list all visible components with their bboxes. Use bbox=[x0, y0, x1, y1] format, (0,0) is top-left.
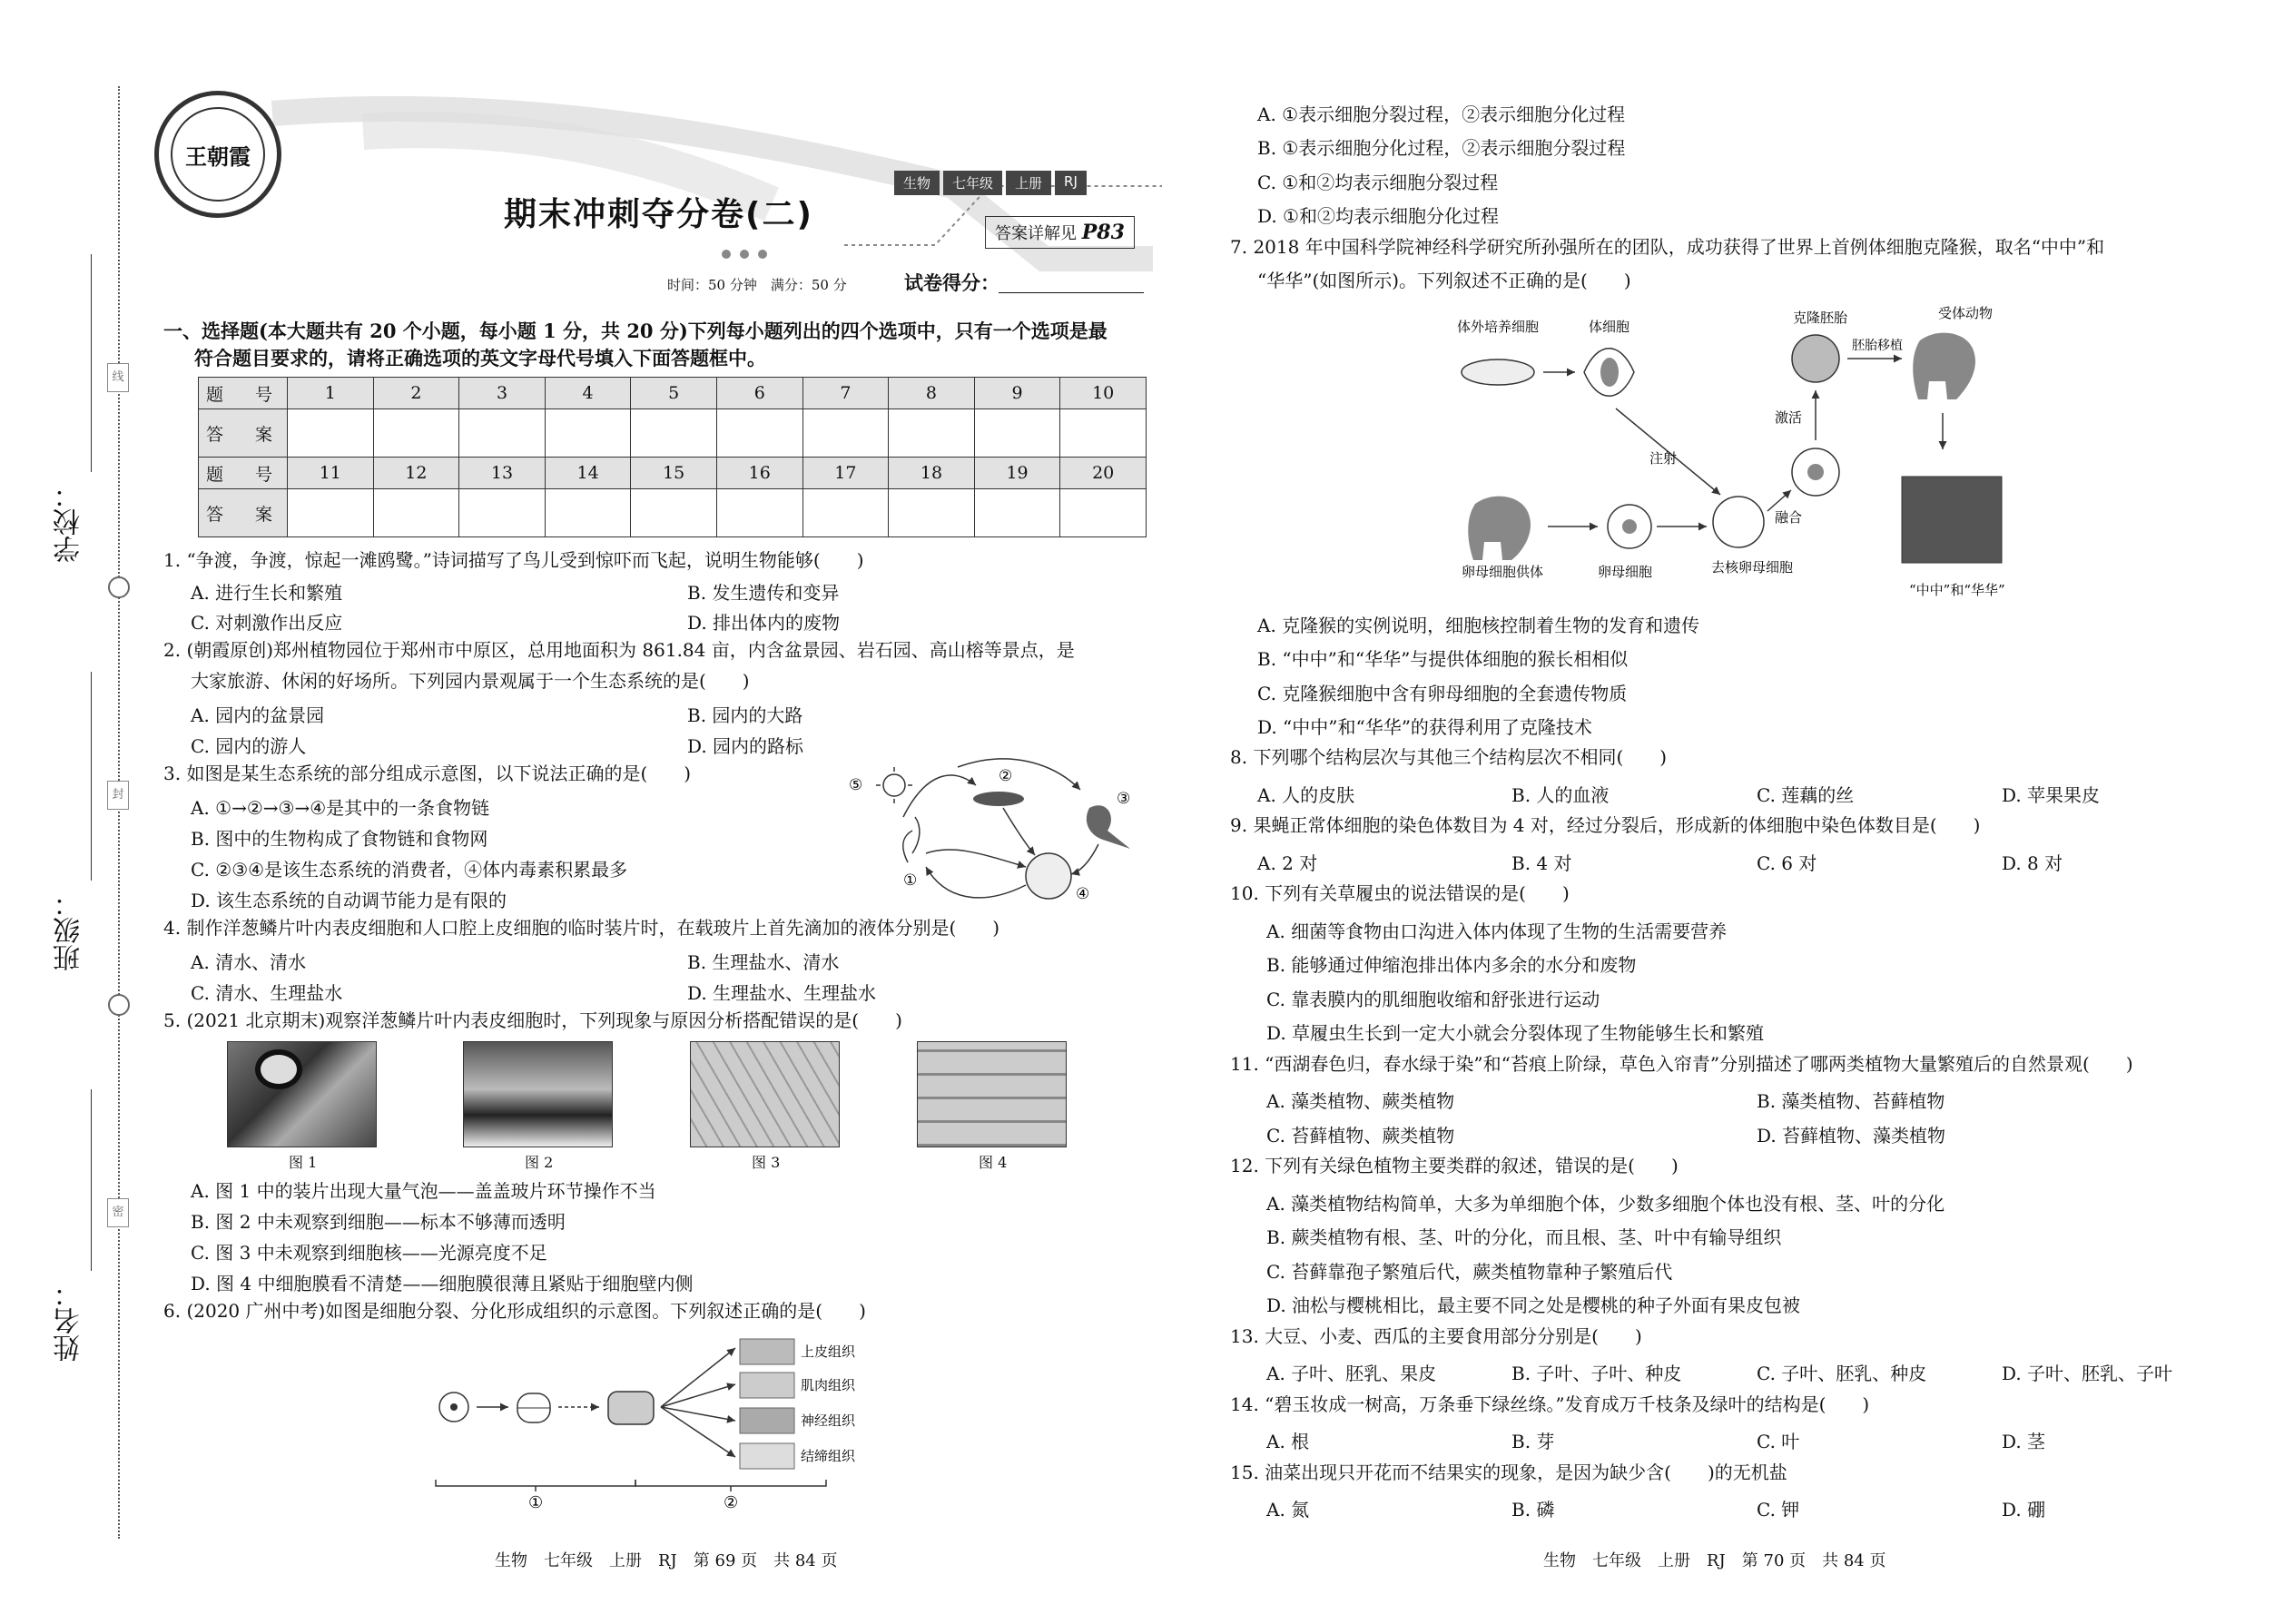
answer-cell[interactable] bbox=[716, 489, 802, 537]
q8-option-c[interactable]: C. 莲藕的丝 bbox=[1757, 784, 1855, 806]
q3-option-b[interactable]: B. 图中的生物构成了食物链和食物网 bbox=[191, 828, 488, 850]
fig-inject: 注射 bbox=[1649, 450, 1678, 467]
score-label: 试卷得分： bbox=[904, 271, 999, 294]
q13-stem: 13. 大豆、小麦、西瓜的主要食用部分分别是( ) bbox=[1230, 1325, 1642, 1347]
table-num: 3 bbox=[459, 378, 546, 409]
q4-option-d[interactable]: D. 生理盐水、生理盐水 bbox=[687, 982, 877, 1004]
fig-transfer: 胚胎移植 bbox=[1852, 339, 1903, 353]
table-num: 8 bbox=[889, 378, 975, 409]
answer-cell[interactable] bbox=[889, 489, 975, 537]
q4-option-b[interactable]: B. 生理盐水、清水 bbox=[687, 951, 840, 973]
page-title: 期末冲刺夺分卷(二) bbox=[504, 196, 813, 233]
binding-mark-seal: 封 bbox=[107, 781, 129, 810]
fig-donor: 卵母细胞供体 bbox=[1462, 564, 1544, 580]
q12-option-c[interactable]: C. 苔藓靠孢子繁殖后代，蕨类植物靠种子繁殖后代 bbox=[1266, 1261, 1673, 1283]
q1-stem: 1. “争渡，争渡，惊起一滩鸥鹭。”诗词描写了鸟儿受到惊吓而飞起，说明生物能够( ) bbox=[163, 549, 864, 571]
q14-option-c[interactable]: C. 叶 bbox=[1757, 1431, 1800, 1452]
q11-option-b[interactable]: B. 藻类植物、苔藓植物 bbox=[1757, 1090, 1945, 1112]
table-num: 11 bbox=[288, 458, 374, 489]
footer-right: 生物 七年级 上册 RJ 第 70 页 共 84 页 bbox=[1543, 1551, 1886, 1570]
tissue-nerve: 神经组织 bbox=[801, 1412, 856, 1429]
table-num-label: 题 号 bbox=[199, 378, 288, 409]
q13-option-d[interactable]: D. 子叶、胚乳、子叶 bbox=[2002, 1363, 2173, 1384]
q1-option-d[interactable]: D. 排出体内的废物 bbox=[687, 612, 841, 634]
cell-division-diagram bbox=[427, 1330, 862, 1511]
q4-option-c[interactable]: C. 清水、生理盐水 bbox=[191, 982, 343, 1004]
score-field[interactable] bbox=[999, 292, 1144, 293]
table-ans-label: 答 案 bbox=[199, 409, 288, 458]
q8-option-d[interactable]: D. 苹果果皮 bbox=[2002, 784, 2101, 806]
q5-caption-3: 图 3 bbox=[752, 1154, 781, 1171]
binding-mark-line: 线 bbox=[107, 363, 129, 392]
q2-stem-2: 大家旅游、休闲的好场所。下列园内景观属于一个生态系统的是( ) bbox=[191, 670, 750, 692]
answer-cell[interactable] bbox=[889, 409, 975, 458]
answer-cell[interactable] bbox=[288, 489, 374, 537]
class-label: 班级： bbox=[54, 890, 85, 971]
q12-option-a[interactable]: A. 藻类植物结构简单，大多为单细胞个体，少数多细胞个体也没有根、茎、叶的分化 bbox=[1266, 1193, 1945, 1215]
q7-stem-2: “华华”(如图所示)。下列叙述不正确的是( ) bbox=[1257, 270, 1631, 291]
answer-cell[interactable] bbox=[545, 409, 631, 458]
tissue-connective: 结缔组织 bbox=[801, 1448, 856, 1464]
q12-option-d[interactable]: D. 油松与樱桃相比，最主要不同之处是樱桃的种子外面有果皮包被 bbox=[1266, 1294, 1801, 1316]
answer-table bbox=[198, 377, 1147, 537]
fig-recipient: 受体动物 bbox=[1938, 305, 1994, 321]
q5-stem: 5. (2021 北京期末)观察洋葱鳞片叶内表皮细胞时，下列现象与原因分析搭配错误的是( ) bbox=[163, 1009, 902, 1031]
tissue-muscle: 肌肉组织 bbox=[801, 1377, 856, 1393]
q3-option-a[interactable]: A. ①→②→③→④是其中的一条食物链 bbox=[191, 797, 490, 819]
eco-label-5: ⑤ bbox=[849, 776, 863, 794]
table-num: 20 bbox=[1060, 458, 1147, 489]
table-num: 18 bbox=[889, 458, 975, 489]
table-num: 10 bbox=[1060, 378, 1147, 409]
eco-label-2: ② bbox=[999, 767, 1013, 785]
q13-option-b[interactable]: B. 子叶、子叶、种皮 bbox=[1511, 1363, 1682, 1384]
q15-option-c[interactable]: C. 钾 bbox=[1757, 1499, 1800, 1521]
q10-stem: 10. 下列有关草履虫的说法错误的是( ) bbox=[1230, 882, 1570, 904]
binding-mark-secret: 密 bbox=[107, 1198, 129, 1227]
answer-cell[interactable] bbox=[802, 489, 889, 537]
q5-figure-4 bbox=[917, 1041, 1067, 1147]
name-field[interactable] bbox=[91, 1089, 92, 1271]
q7-option-a[interactable]: A. 克隆猴的实例说明，细胞核控制着生物的发育和遗传 bbox=[1257, 615, 1700, 636]
fig-activate: 激活 bbox=[1775, 409, 1803, 426]
q7-option-d[interactable]: D. “中中”和“华华”的获得利用了克隆技术 bbox=[1257, 716, 1592, 738]
q2-option-d[interactable]: D. 园内的路标 bbox=[687, 735, 804, 757]
answer-cell[interactable] bbox=[1060, 489, 1147, 537]
fig-embryo: 克隆胚胎 bbox=[1793, 310, 1848, 326]
q8-stem: 8. 下列哪个结构层次与其他三个结构层次不相同( ) bbox=[1230, 746, 1668, 768]
answer-cell[interactable] bbox=[716, 409, 802, 458]
eco-label-1: ① bbox=[903, 871, 918, 890]
q3-option-d[interactable]: D. 该生态系统的自动调节能力是有限的 bbox=[191, 890, 507, 911]
answer-cell[interactable] bbox=[288, 409, 374, 458]
brace-label-1: ① bbox=[528, 1493, 544, 1511]
footer-left: 生物 七年级 上册 RJ 第 69 页 共 84 页 bbox=[495, 1551, 838, 1570]
class-field[interactable] bbox=[91, 672, 92, 881]
answer-cell[interactable] bbox=[459, 489, 546, 537]
table-num: 7 bbox=[802, 378, 889, 409]
q5-caption-2: 图 2 bbox=[525, 1154, 554, 1171]
q5-option-b[interactable]: B. 图 2 中未观察到细胞——标本不够薄而透明 bbox=[191, 1211, 566, 1233]
tag-edition: RJ bbox=[1055, 171, 1087, 195]
publisher-logo bbox=[154, 91, 281, 218]
answer-reference bbox=[985, 216, 1135, 249]
table-num: 13 bbox=[459, 458, 546, 489]
answer-cell[interactable] bbox=[459, 409, 546, 458]
q15-option-b[interactable]: B. 磷 bbox=[1511, 1499, 1555, 1521]
table-num: 1 bbox=[288, 378, 374, 409]
q2-option-a[interactable]: A. 园内的盆景园 bbox=[191, 704, 325, 726]
q9-option-a[interactable]: A. 2 对 bbox=[1257, 852, 1318, 874]
fig-culture: 体外培养细胞 bbox=[1457, 319, 1540, 335]
table-num: 6 bbox=[716, 378, 802, 409]
logo-text: 王朝霞 bbox=[171, 107, 265, 202]
q5-option-c[interactable]: C. 图 3 中未观察到细胞核——光源亮度不足 bbox=[191, 1242, 547, 1264]
q10-option-d[interactable]: D. 草履虫生长到一定大小就会分裂体现了生物能够生长和繁殖 bbox=[1266, 1022, 1765, 1044]
q9-option-d[interactable]: D. 8 对 bbox=[2002, 852, 2063, 874]
ecosystem-diagram bbox=[844, 753, 1153, 912]
q6-option-b[interactable]: B. ①表示细胞分化过程，②表示细胞分裂过程 bbox=[1257, 137, 1626, 159]
section1-line2: 符合题目要求的，请将正确选项的英文字母代号填入下面答题框中。 bbox=[194, 347, 766, 369]
q5-figure-2 bbox=[463, 1041, 613, 1147]
binding-hole-icon bbox=[108, 576, 130, 598]
q12-stem: 12. 下列有关绿色植物主要类群的叙述，错误的是( ) bbox=[1230, 1155, 1679, 1176]
table-num: 12 bbox=[373, 458, 459, 489]
q11-stem: 11. “西湖春色归，春水绿于染”和“苔痕上阶绿，草色入帘青”分别描述了哪两类植物大量繁殖后的自然景观( ) bbox=[1230, 1053, 2133, 1075]
q15-option-a[interactable]: A. 氮 bbox=[1266, 1499, 1310, 1521]
q8-option-b[interactable]: B. 人的血液 bbox=[1511, 784, 1610, 806]
q3-option-c[interactable]: C. ②③④是该生态系统的消费者，④体内毒素积累最多 bbox=[191, 859, 628, 881]
q6-option-a[interactable]: A. ①表示细胞分裂过程，②表示细胞分化过程 bbox=[1257, 103, 1626, 125]
table-num: 19 bbox=[974, 458, 1060, 489]
cloning-diagram bbox=[1448, 304, 2047, 604]
q11-option-d[interactable]: D. 苔藓植物、藻类植物 bbox=[1757, 1125, 1946, 1147]
q15-option-d[interactable]: D. 硼 bbox=[2002, 1499, 2046, 1521]
answer-cell[interactable] bbox=[974, 409, 1060, 458]
tag-grade: 七年级 bbox=[943, 171, 1002, 195]
section1-line1: 一、选择题(本大题共有 20 个小题，每小题 1 分，共 20 分)下列每小题列出的四个选项中，只有一个选项是最 bbox=[163, 320, 1108, 342]
eco-label-4: ④ bbox=[1076, 885, 1090, 903]
q9-stem: 9. 果蝇正常体细胞的染色体数目为 4 对，经过分裂后，形成新的体细胞中染色体数目是( ) bbox=[1230, 814, 1981, 836]
q10-option-b[interactable]: B. 能够通过伸缩泡排出体内多余的水分和废物 bbox=[1266, 954, 1637, 976]
q14-stem: 14. “碧玉妆成一树高，万条垂下绿丝绦。”发育成万千枝条及绿叶的结构是( ) bbox=[1230, 1393, 1870, 1415]
table-num: 14 bbox=[545, 458, 631, 489]
q7-option-c[interactable]: C. 克隆猴细胞中含有卵母细胞的全套遗传物质 bbox=[1257, 683, 1628, 704]
table-num: 9 bbox=[974, 378, 1060, 409]
table-num: 5 bbox=[631, 378, 717, 409]
q4-option-a[interactable]: A. 清水、清水 bbox=[191, 951, 307, 973]
q5-option-a[interactable]: A. 图 1 中的装片出现大量气泡——盖盖玻片环节操作不当 bbox=[191, 1180, 656, 1202]
table-num-label: 题 号 bbox=[199, 458, 288, 489]
q7-option-b[interactable]: B. “中中”和“华华”与提供体细胞的猴长相相似 bbox=[1257, 648, 1629, 670]
q14-option-d[interactable]: D. 茎 bbox=[2002, 1431, 2046, 1452]
q10-option-c[interactable]: C. 靠表膜内的肌细胞收缩和舒张进行运动 bbox=[1266, 989, 1600, 1010]
answer-cell[interactable] bbox=[974, 489, 1060, 537]
fig-enucleated: 去核卵母细胞 bbox=[1711, 559, 1794, 576]
q9-option-b[interactable]: B. 4 对 bbox=[1511, 852, 1572, 874]
q14-option-a[interactable]: A. 根 bbox=[1266, 1431, 1310, 1452]
answer-cell[interactable] bbox=[631, 409, 717, 458]
q2-option-b[interactable]: B. 园内的大路 bbox=[687, 704, 803, 726]
name-label: 姓名： bbox=[54, 1280, 85, 1362]
q3-stem: 3. 如图是某生态系统的部分组成示意图，以下说法正确的是( ) bbox=[163, 763, 692, 784]
q6-option-d[interactable]: D. ①和②均表示细胞分化过程 bbox=[1257, 205, 1499, 227]
q15-stem: 15. 油菜出现只开花而不结果实的现象，是因为缺少含( )的无机盐 bbox=[1230, 1462, 1787, 1483]
q5-option-d[interactable]: D. 图 4 中细胞膜看不清楚——细胞膜很薄且紧贴于细胞壁内侧 bbox=[191, 1273, 694, 1294]
subject-tags bbox=[894, 171, 1087, 195]
fig-babies: “中中”和“华华” bbox=[1909, 582, 2005, 598]
q11-option-a[interactable]: A. 藻类植物、蕨类植物 bbox=[1266, 1090, 1455, 1112]
tag-volume: 上册 bbox=[1006, 171, 1051, 195]
q14-option-b[interactable]: B. 芽 bbox=[1511, 1431, 1555, 1452]
eco-label-3: ③ bbox=[1117, 790, 1131, 808]
q5-figure-1 bbox=[227, 1041, 377, 1147]
fig-fuse: 融合 bbox=[1775, 509, 1803, 526]
answer-ref-label: 答案详解见 bbox=[995, 224, 1077, 243]
q1-option-a[interactable]: A. 进行生长和繁殖 bbox=[191, 582, 343, 604]
table-num: 2 bbox=[373, 378, 459, 409]
answer-cell[interactable] bbox=[1060, 409, 1147, 458]
time-info: 时间：50 分钟 满分：50 分 bbox=[667, 277, 847, 293]
q5-figure-3 bbox=[690, 1041, 840, 1147]
q10-option-a[interactable]: A. 细菌等食物由口沟进入体内体现了生物的生活需要营养 bbox=[1266, 920, 1728, 942]
q8-option-a[interactable]: A. 人的皮肤 bbox=[1257, 784, 1355, 806]
q1-option-c[interactable]: C. 对刺激作出反应 bbox=[191, 612, 343, 634]
q2-option-c[interactable]: C. 园内的游人 bbox=[191, 735, 307, 757]
school-field[interactable] bbox=[91, 254, 92, 472]
fig-egg: 卵母细胞 bbox=[1598, 564, 1653, 580]
q5-caption-1: 图 1 bbox=[289, 1154, 318, 1171]
q5-caption-4: 图 4 bbox=[979, 1154, 1008, 1171]
answer-cell[interactable] bbox=[802, 409, 889, 458]
q1-option-b[interactable]: B. 发生遗传和变异 bbox=[687, 582, 840, 604]
q6-stem: 6. (2020 广州中考)如图是细胞分裂、分化形成组织的示意图。下列叙述正确的是( ) bbox=[163, 1300, 866, 1322]
q6-option-c[interactable]: C. ①和②均表示细胞分裂过程 bbox=[1257, 172, 1499, 193]
answer-cell[interactable] bbox=[545, 489, 631, 537]
answer-cell[interactable] bbox=[631, 489, 717, 537]
table-ans-label: 答 案 bbox=[199, 489, 288, 537]
q4-stem: 4. 制作洋葱鳞片叶内表皮细胞和人口腔上皮细胞的临时装片时，在载玻片上首先滴加的液体分别是( ) bbox=[163, 917, 1000, 939]
q7-stem-1: 7. 2018 年中国科学院神经科学研究所孙强所在的团队，成功获得了世界上首例体细胞克隆猴，取名“中中”和 bbox=[1230, 236, 2105, 258]
fig-body-cell: 体细胞 bbox=[1589, 319, 1630, 335]
table-num: 16 bbox=[716, 458, 802, 489]
answer-page: P83 bbox=[1081, 221, 1125, 244]
q2-stem-1: 2. (朝霞原创)郑州植物园位于郑州市中原区，总用地面积为 861.84 亩，内含盆景园、岩石园、高山榕等景点，是 bbox=[163, 639, 1075, 661]
brace-label-2: ② bbox=[724, 1493, 739, 1511]
q9-option-c[interactable]: C. 6 对 bbox=[1757, 852, 1817, 874]
tag-subject: 生物 bbox=[894, 171, 940, 195]
table-num: 15 bbox=[631, 458, 717, 489]
school-label: 学校： bbox=[54, 481, 85, 563]
binding-hole-icon bbox=[108, 994, 130, 1016]
table-num: 4 bbox=[545, 378, 631, 409]
q11-option-c[interactable]: C. 苔藓植物、蕨类植物 bbox=[1266, 1125, 1455, 1147]
table-num: 17 bbox=[802, 458, 889, 489]
tissue-epithelial: 上皮组织 bbox=[801, 1343, 856, 1360]
answer-cell[interactable] bbox=[373, 409, 459, 458]
q13-option-c[interactable]: C. 子叶、胚乳、种皮 bbox=[1757, 1363, 1927, 1384]
q12-option-b[interactable]: B. 蕨类植物有根、茎、叶的分化，而且根、茎、叶中有输导组织 bbox=[1266, 1226, 1782, 1248]
answer-cell[interactable] bbox=[373, 489, 459, 537]
binding-dotted-line bbox=[118, 86, 120, 1539]
q13-option-a[interactable]: A. 子叶、胚乳、果皮 bbox=[1266, 1363, 1437, 1384]
